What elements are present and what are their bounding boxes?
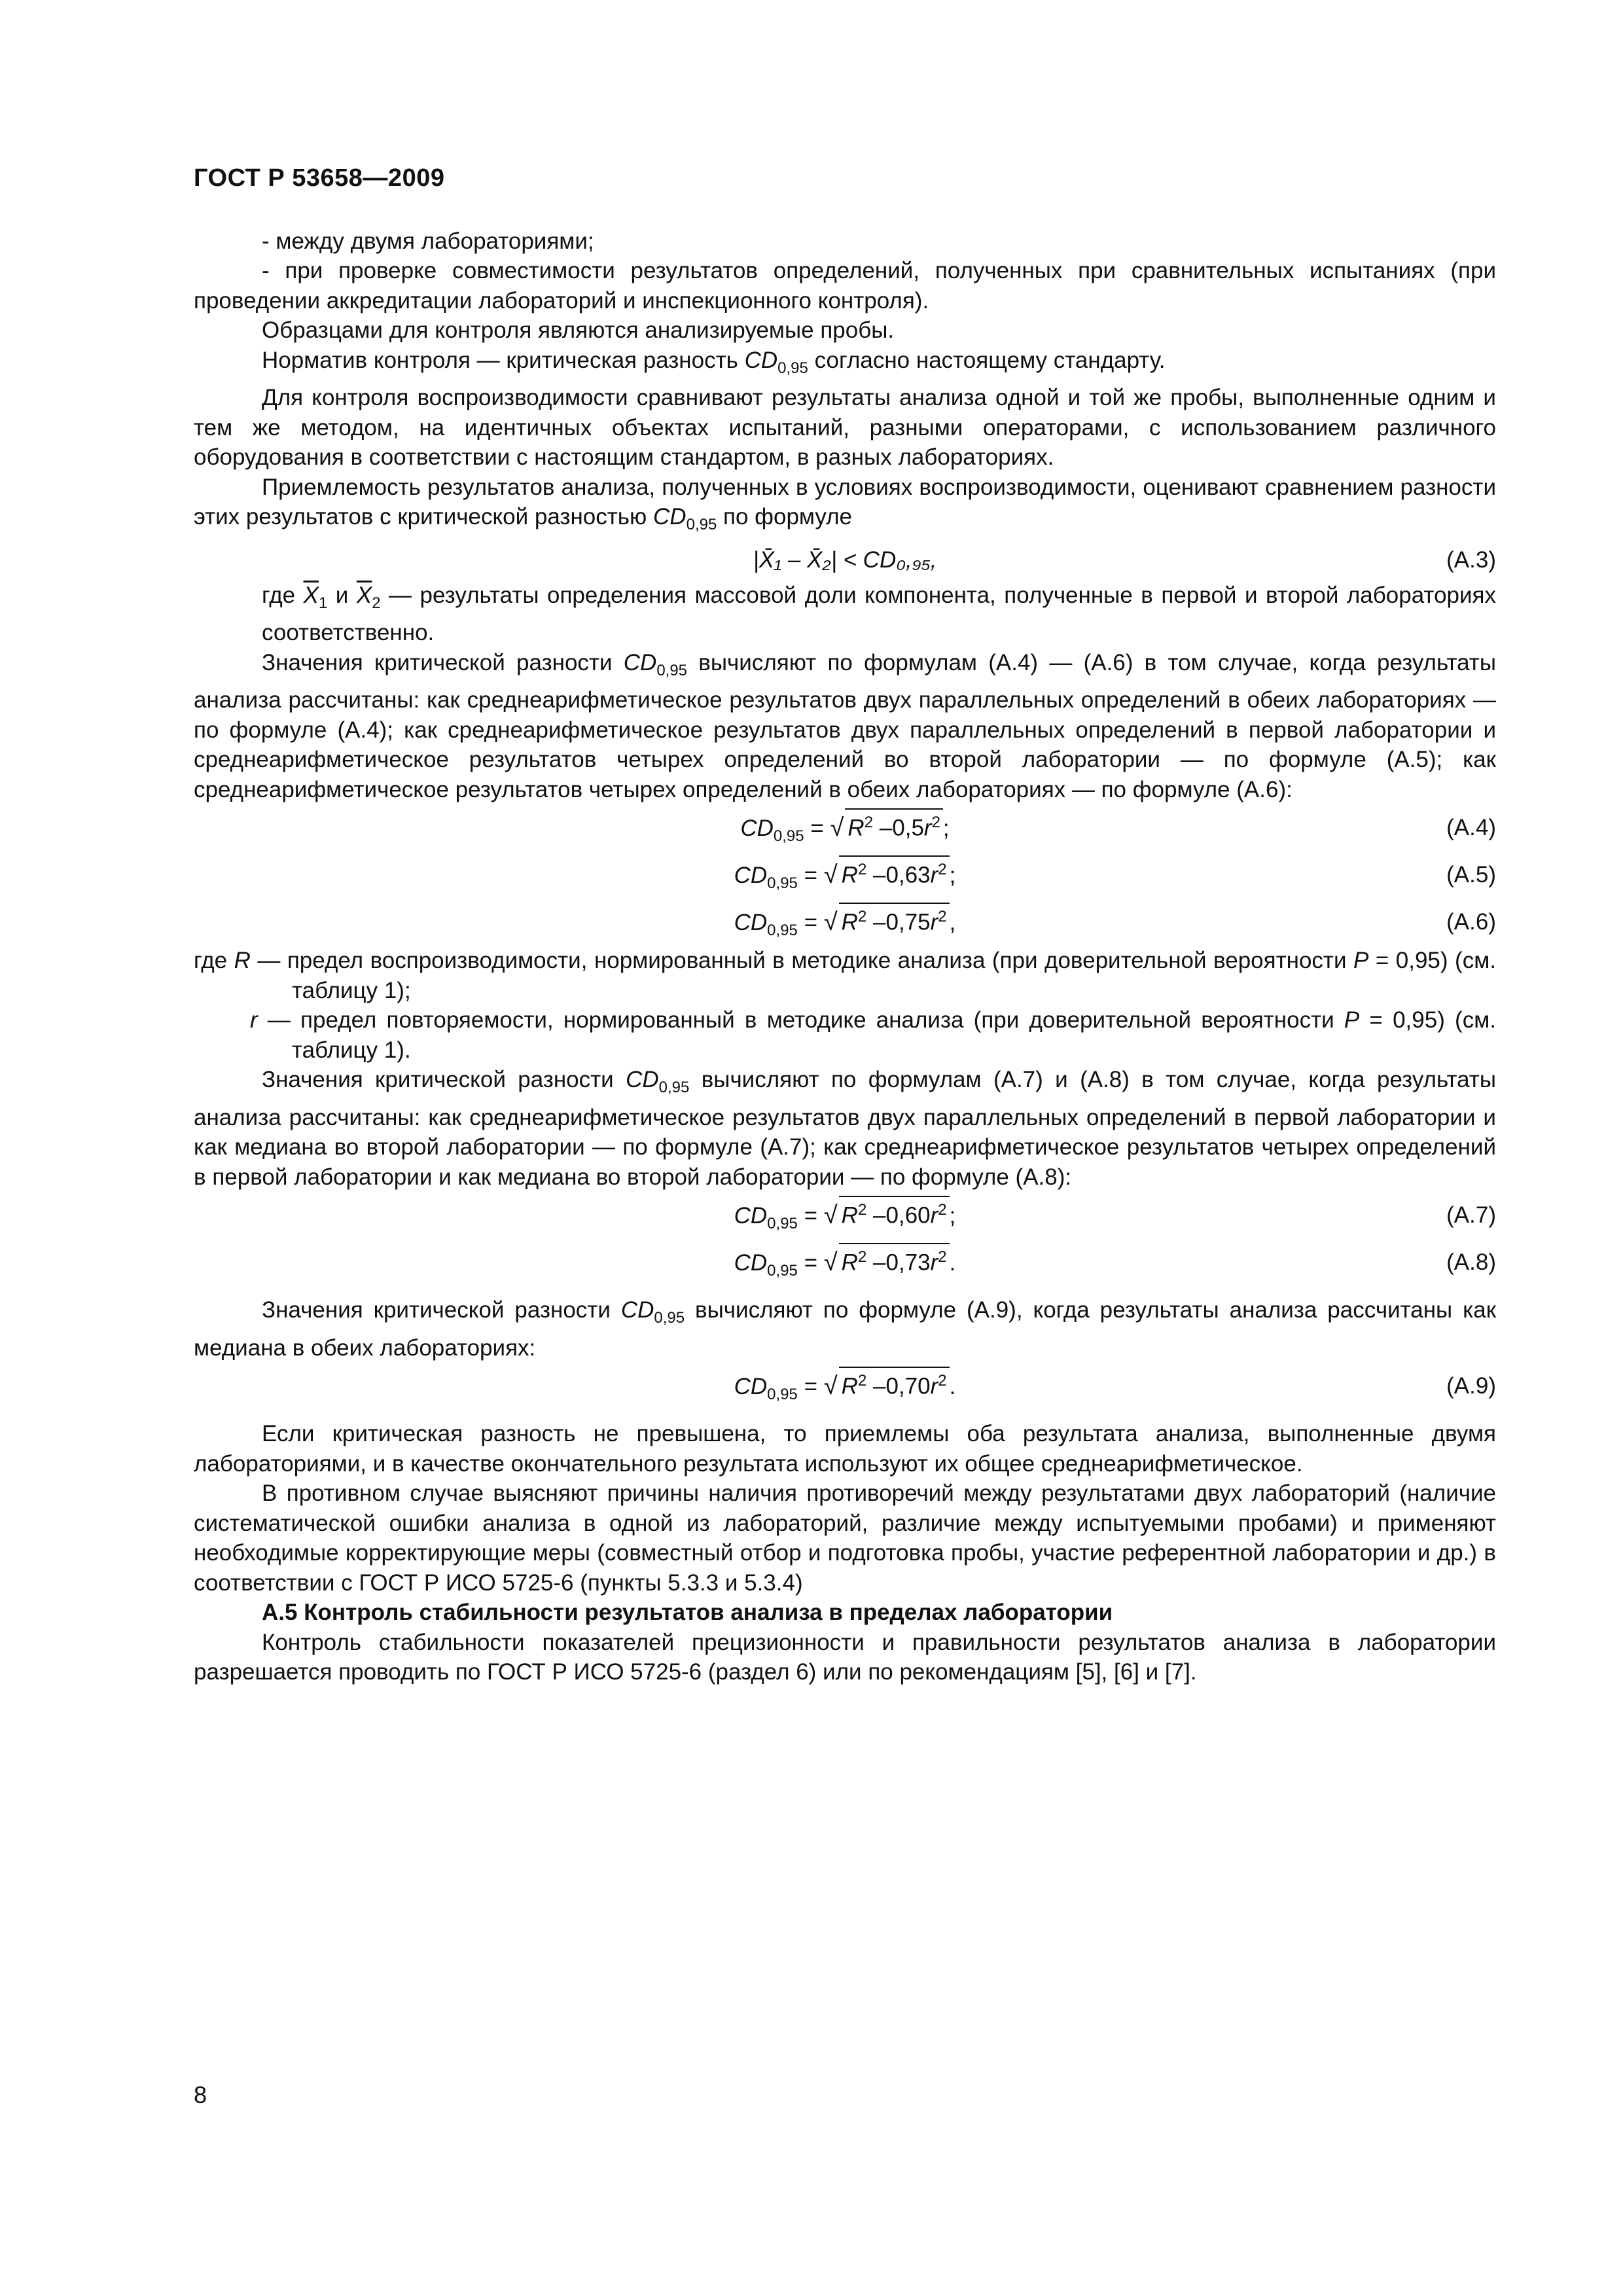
- radicand: [839, 1367, 950, 1400]
- exponent: 2: [857, 861, 867, 879]
- minus-sign: –: [873, 1374, 886, 1399]
- text: вычисляют по формулам (А.7) и (А.8) в том случае, когда результаты анализа рассчитаны: как среднеарифметическое результатов двух параллельных определений в первой лаборатории и как медиана во второй лаборатории — по формуле (А.7); как среднеарифметическое результатов четырех определений в первой лаборатории и как медиана во второй лаборатории — по формуле (А.8):: [194, 1067, 1496, 1190]
- equals-sign: =: [804, 863, 818, 888]
- cd-symbol: CD: [734, 1250, 768, 1276]
- paragraph-otherwise: В противном случае выясняют причины наличия противоречий между результатами двух лабораторий (наличие систематической ошибки анализа в одной из лабораторий, различие между испытуемыми пробами) и применяют необходимые корректирующие меры (совместный отбор и подготовка пробы, участие референтной лаборатории и др.) в соответствии с ГОСТ Р ИСО 5725-6 (пункты 5.3.3 и 5.3.4): [194, 1480, 1496, 1596]
- paragraph-x1-x2-definition: [194, 581, 1496, 648]
- coefficient: 0,5: [892, 816, 924, 841]
- paragraph-formulas-a7-a8-intro: [194, 1065, 1496, 1192]
- text: по формуле: [717, 504, 852, 529]
- paragraph-control-norm: [194, 346, 1496, 384]
- cd-symbol: CD: [623, 649, 657, 675]
- text: Приемлемость результатов анализа, полученных в условиях воспроизводимости, оценивают сравнением разности этих результатов с критической разностью: [194, 474, 1496, 529]
- x2-symbol: $\overline{X}$: [356, 582, 372, 608]
- punctuation: .: [949, 1250, 956, 1276]
- equals-sign: =: [804, 1374, 818, 1399]
- cd-symbol: CD: [744, 347, 778, 373]
- formula-a3-expression: |X̄₁ – X̄₂| < CD₀,₉₅,: [753, 547, 937, 573]
- formula-a5-number: (А.5): [1446, 862, 1496, 888]
- paragraph-formula-a9-intro: [194, 1295, 1496, 1363]
- text: Значения критической разности: [262, 1067, 626, 1092]
- formula-a4-number: (А.4): [1446, 815, 1496, 840]
- text: Значения критической разности: [262, 649, 624, 675]
- punctuation: ,: [949, 910, 956, 935]
- exponent: 2: [938, 1372, 947, 1390]
- sqrt-icon: √: [823, 1202, 838, 1229]
- formula-a6-number: (А.6): [1446, 909, 1496, 935]
- cd-subscript: 0,95: [656, 661, 688, 679]
- cd-subscript: 0,95: [767, 874, 798, 892]
- formula-a6-expression: [194, 899, 1496, 954]
- text: — результаты определения массовой доли компонента, полученные в первой и второй лабораториях соответственно.: [262, 582, 1497, 645]
- r-small: r: [923, 816, 932, 841]
- cd-symbol: CD: [734, 1374, 768, 1399]
- minus-sign: –: [873, 863, 886, 888]
- paragraph-samples: Образцами для контроля являются анализируемые пробы.: [262, 317, 895, 343]
- paragraph-formulas-a4-a6-intro: [194, 648, 1496, 805]
- formula-a8: [194, 1239, 1496, 1286]
- cd-subscript: 0,95: [777, 359, 808, 377]
- punctuation: ;: [949, 863, 956, 888]
- radicand: [839, 1243, 950, 1276]
- exponent: 2: [938, 861, 947, 879]
- cd-subscript: 0,95: [767, 922, 798, 939]
- r-capital: R: [847, 816, 865, 841]
- radicand: [839, 1196, 950, 1229]
- paragraph-reproducibility-control: Для контроля воспроизводимости сравнивают результаты анализа одной и той же пробы, выполненные одним и тем же методом, на идентичных объектах испытаний, разными операторами, с использованием различного оборудования в соответствии с настоящим стандартом, в разных лабораториях.: [194, 385, 1496, 470]
- text: Норматив контроля — критическая разность: [262, 347, 745, 373]
- r-capital: R: [841, 1374, 858, 1399]
- cd-subscript: 0,95: [767, 1262, 798, 1280]
- r-small: r: [930, 1374, 938, 1399]
- paragraph-compatibility: - при проверке совместимости результатов определений, полученных при сравнительных испытаниях (при проведении аккредитации лабораторий и инспекционного контроля).: [194, 258, 1496, 314]
- r-capital: R: [841, 1203, 858, 1229]
- text: = 0,95) (см. таблицу 1);: [292, 948, 1496, 1003]
- punctuation: ;: [942, 816, 950, 841]
- paragraph-R-definition: [194, 946, 1496, 1005]
- exponent: 2: [938, 1201, 947, 1219]
- coefficient: 0,70: [885, 1374, 931, 1399]
- formula-a5: [194, 852, 1496, 899]
- cd-subscript: 0,95: [767, 1215, 798, 1232]
- document-page: [194, 164, 1496, 1687]
- page-number: 8: [194, 2081, 207, 2108]
- exponent: 2: [857, 908, 867, 926]
- sqrt-icon: √: [823, 908, 838, 936]
- r-small-symbol: r: [250, 1007, 258, 1033]
- text: где: [194, 948, 234, 973]
- radicand: [839, 855, 950, 889]
- equals-sign: =: [804, 910, 818, 935]
- formula-a8-expression: [194, 1239, 1496, 1295]
- radicand: [845, 808, 943, 842]
- coefficient: 0,75: [885, 910, 931, 935]
- sqrt-icon: √: [823, 1372, 838, 1400]
- sqrt-icon: √: [830, 814, 844, 842]
- cd-subscript: 0,95: [658, 1079, 690, 1096]
- r-capital: R: [841, 1250, 858, 1276]
- coefficient: 0,63: [885, 863, 931, 888]
- cd-symbol: CD: [653, 504, 687, 529]
- paragraph-r-definition: [194, 1005, 1496, 1065]
- paragraph-between-labs: - между двумя лабораториями;: [262, 228, 594, 254]
- text: — предел повторяемости, нормированный в методике анализа (при доверительной вероятности: [257, 1007, 1344, 1033]
- formula-a9-number: (А.9): [1446, 1373, 1496, 1399]
- r-small: r: [930, 1250, 938, 1276]
- cd-symbol: CD: [740, 816, 774, 841]
- x2-subscript: 2: [372, 594, 381, 612]
- paragraph-acceptability: [194, 473, 1496, 540]
- r-small: r: [930, 1203, 938, 1229]
- r-small: r: [930, 863, 938, 888]
- section-heading-a5: А.5 Контроль стабильности результатов анализа в пределах лаборатории: [262, 1600, 1113, 1625]
- exponent: 2: [938, 1248, 947, 1266]
- cd-symbol: CD: [620, 1297, 654, 1323]
- minus-sign: –: [873, 910, 886, 935]
- punctuation: .: [949, 1374, 956, 1399]
- text: согласно настоящему стандарту.: [808, 347, 1166, 373]
- cd-subscript: 0,95: [773, 827, 804, 845]
- minus-sign: –: [873, 1250, 886, 1276]
- formula-a7: [194, 1192, 1496, 1239]
- text: вычисляют по формулам (А.4) — (А.6) в том случае, когда результаты анализа рассчитаны: как среднеарифметическое результатов двух параллельных определений в обеих лабораториях — по формуле (А.4); как среднеарифметическое результатов двух параллельных определений в первой лаборатории и среднеарифметическое результатов четырех определений во второй лаборатории — по формуле (А.5); как среднеарифметическое результатов четырех определений в обеих лабораториях — по формуле (А.6):: [194, 649, 1496, 802]
- sqrt-icon: √: [823, 1249, 838, 1276]
- formula-a4: [194, 804, 1496, 852]
- r-small: r: [930, 910, 938, 935]
- exponent: 2: [857, 1248, 867, 1266]
- cd-symbol: CD: [626, 1067, 659, 1092]
- text: — предел воспроизводимости, нормированный в методике анализа (при доверительной вероятности: [250, 948, 1353, 973]
- coefficient: 0,73: [885, 1250, 931, 1276]
- sqrt-icon: √: [823, 861, 838, 889]
- formula-a8-number: (А.8): [1446, 1249, 1496, 1275]
- r-capital: R: [841, 910, 858, 935]
- document-header: ГОСТ Р 53658—2009: [194, 164, 445, 192]
- exponent: 2: [857, 1372, 867, 1390]
- text: вычисляют по формуле (А.9), когда результаты анализа рассчитаны как медиана в обеих лабораториях:: [194, 1297, 1496, 1361]
- equals-sign: =: [804, 1203, 818, 1229]
- radicand: [839, 903, 950, 936]
- paragraph-not-exceeded: Если критическая разность не превышена, то приемлемы оба результата анализа, выполненные двумя лабораториями, и в качестве окончательного результата используют их общее среднеарифметическое.: [194, 1421, 1496, 1477]
- formula-a7-number: (А.7): [1446, 1202, 1496, 1228]
- exponent: 2: [857, 1201, 867, 1219]
- cd-subscript: 0,95: [686, 516, 717, 533]
- cd-subscript: 0,95: [767, 1386, 798, 1403]
- cd-subscript: 0,95: [654, 1309, 685, 1327]
- formula-a9-expression: [194, 1363, 1496, 1418]
- p-symbol: P: [1344, 1007, 1360, 1033]
- cd-symbol: CD: [734, 863, 768, 888]
- minus-sign: –: [873, 1203, 886, 1229]
- r-capital-symbol: R: [234, 948, 251, 973]
- minus-sign: –: [879, 816, 893, 841]
- text: = 0,95) (см. таблицу 1).: [292, 1007, 1496, 1063]
- exponent: 2: [864, 814, 874, 832]
- coefficient: 0,60: [885, 1203, 931, 1229]
- equals-sign: =: [810, 816, 824, 841]
- x1-subscript: 1: [318, 594, 328, 612]
- text: и: [327, 582, 357, 608]
- cd-symbol: CD: [734, 910, 768, 935]
- cd-symbol: CD: [734, 1203, 768, 1229]
- formula-a6: [194, 899, 1496, 946]
- formula-a3: [194, 540, 1496, 581]
- punctuation: ;: [949, 1203, 956, 1229]
- formula-a9: [194, 1363, 1496, 1410]
- text: Значения критической разности: [262, 1297, 621, 1323]
- r-capital: R: [841, 863, 858, 888]
- x1-symbol: $\overline{X}$: [303, 582, 319, 608]
- formula-a3-number: (А.3): [1446, 547, 1496, 573]
- exponent: 2: [938, 908, 947, 926]
- equals-sign: =: [804, 1250, 818, 1276]
- text: где: [262, 582, 304, 608]
- paragraph-stability-control: Контроль стабильности показателей прецизионности и правильности результатов анализа в лаборатории разрешается проводить по ГОСТ Р ИСО 5725-6 (раздел 6) или по рекомендациям [5], [6] и [7].: [194, 1629, 1496, 1685]
- p-symbol: P: [1353, 948, 1369, 973]
- exponent: 2: [931, 814, 940, 832]
